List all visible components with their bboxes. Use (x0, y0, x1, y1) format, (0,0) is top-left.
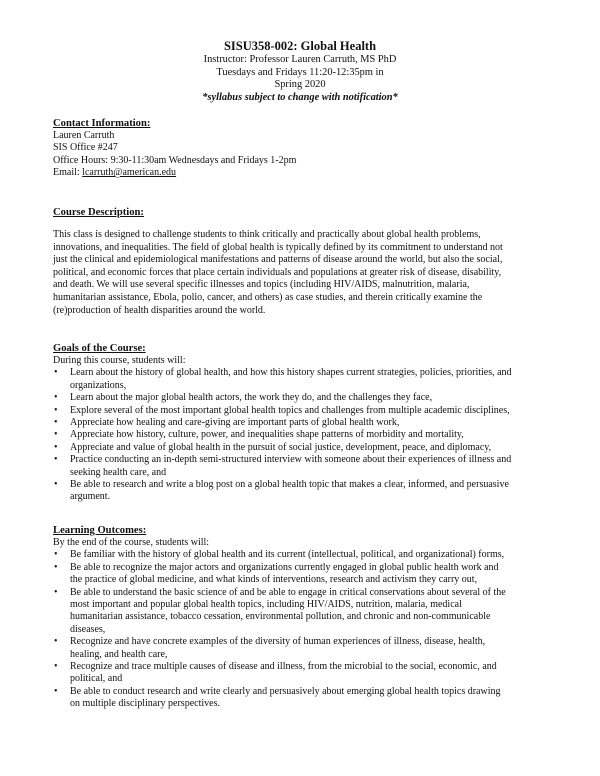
email-link[interactable]: lcarruth@american.edu (82, 167, 177, 179)
list-item (53, 392, 551, 404)
list-item (53, 549, 551, 561)
goals-list (53, 367, 551, 503)
schedule-line: Tuesdays and Fridays 11:20-12:35pm in (216, 66, 384, 78)
outcomes-heading: Learning Outcomes: (53, 525, 147, 536)
syllabus-header (0, 39, 600, 104)
outcomes-list (53, 549, 551, 710)
item-line: • Be able to conduct research and write clearly and persuasively about emerging global health topics drawing (70, 685, 501, 697)
item-line: • Be able to understand the basic science of and be able to engage in critical conservations about several of the (70, 586, 506, 598)
description-line: just the clinical and epidemiological manifestations and patterns of disease around the world, but also the social, (53, 254, 503, 266)
list-item (53, 429, 551, 441)
contact-hours: Office Hours: 9:30-11:30am Wednesdays and Fridays 1-2pm (53, 154, 297, 166)
item-line: organizations, (70, 379, 127, 391)
description-line: innovations, and inequalities. The field of global health is typically defined by its commitment to understand not (53, 241, 503, 253)
item-line: the practice of global medicine, and what kinds of interventions, research and activism they carry out, (70, 574, 478, 586)
description-section (53, 206, 551, 317)
contact-office: SIS Office #247 (53, 142, 118, 154)
item-line: • Explore several of the most important global health topics and challenges from multiple academic disciplines, (70, 404, 510, 416)
contact-name: Lauren Carruth (53, 130, 115, 141)
item-line: political, and (70, 673, 123, 685)
outcomes-section (53, 524, 551, 711)
item-line: diseases, (70, 623, 106, 635)
list-item (53, 417, 551, 429)
course-title: SISU358-002: Global Health (223, 39, 377, 53)
item-line: • Learn about the history of global health, and how this history shapes current strategies, policies, priorities, and (70, 367, 512, 379)
list-item (53, 454, 551, 479)
email-label: Email: (53, 167, 83, 179)
item-line: • Be able to recognize the major actors and organizations currently engaged in global public health work and (70, 561, 499, 573)
list-item (53, 442, 551, 454)
item-line: • Appreciate and value of global health in the pursuit of social justice, development, peace, and diplomacy, (70, 441, 492, 453)
contact-section (53, 117, 551, 180)
list-item (53, 636, 551, 661)
item-line: • Recognize and have concrete examples of the diversity of human experiences of illness, disease, health, (70, 636, 486, 648)
list-item (53, 686, 551, 711)
list-item (53, 661, 551, 686)
list-item (53, 562, 551, 587)
contact-email-row (53, 167, 551, 179)
item-line: most important and popular global health topics, including HIV/AIDS, nutrition, malaria, medical (70, 599, 462, 611)
outcomes-intro: By the end of the course, students will: (53, 537, 210, 548)
description-line: humanitarian assistance, Ebola, polio, cancer, and others) as case studies, and therein critically examine the (53, 291, 483, 303)
list-item (53, 587, 551, 637)
item-line: • Be familiar with the history of global health and its current (intellectual, political, and organizational) forms, (70, 549, 505, 561)
list-item (53, 479, 551, 504)
item-line: humanitarian assistance, tobacco cessation, environmental pollution, and chronic and non-communicable (70, 611, 491, 623)
description-heading: Course Description: (53, 207, 144, 218)
syllabus-note: *syllabus subject to change with notification* (202, 91, 398, 103)
list-item (53, 367, 551, 392)
goals-heading: Goals of the Course: (53, 343, 146, 354)
instructor-line: Instructor: Professor Lauren Carruth, MS PhD (203, 54, 397, 65)
goals-section (53, 342, 551, 504)
description-line: This class is designed to challenge students to think critically and practically about global health problems, (53, 229, 481, 240)
description-line: and death. We will use several specific illnesses and topics (including HIV/AIDS, malnutrition, malaria, (53, 279, 470, 291)
item-line: • Appreciate how history, culture, power, and inequalities shape patterns of morbidity and mortality, (70, 429, 464, 441)
item-line: • Practice conducting an in-depth semi-structured interview with someone about their experiences of illness and (70, 454, 512, 466)
item-line: healing, and health care, (70, 648, 168, 660)
item-line: argument. (70, 491, 111, 503)
item-line: • Appreciate how healing and care-giving are important parts of global health work, (70, 417, 400, 429)
item-line: • Recognize and trace multiple causes of disease and illness, from the microbial to the social, economic, and (70, 661, 497, 673)
contact-heading: Contact Information: (53, 118, 151, 129)
item-line: • Learn about the major global health actors, the work they do, and the challenges they face, (70, 392, 433, 404)
list-item (53, 405, 551, 417)
item-line: seeking health care, and (70, 466, 167, 478)
description-paragraph (53, 229, 551, 317)
description-line: (re)production of health disparities around the world. (53, 304, 266, 316)
term-line: Spring 2020 (274, 79, 326, 90)
description-line: political, and economic forces that place certain individuals and populations at greater risk of disease, disability, (53, 266, 502, 278)
item-line: • Be able to research and write a blog post on a global health topic that makes a clear, informed, and persuasive (70, 479, 509, 491)
goals-intro: During this course, students will: (53, 355, 186, 366)
item-line: on multiple disciplinary perspectives. (70, 698, 220, 710)
